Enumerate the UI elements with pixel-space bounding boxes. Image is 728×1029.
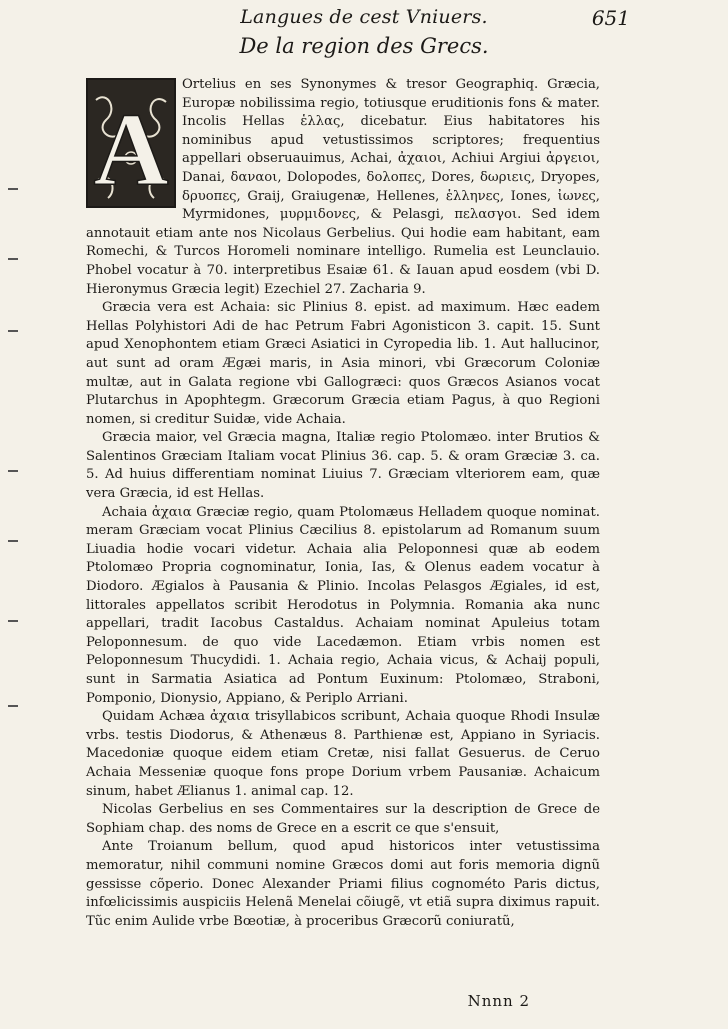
gutter-mark <box>8 620 18 622</box>
gutter-mark <box>8 540 18 542</box>
signature-mark: Nnnn 2 <box>467 992 530 1010</box>
gutter-mark <box>8 188 18 190</box>
paragraph-3: Græcia maior, vel Græcia magna, Italiæ regio Ptolomæo. inter Brutios & Salentinos Græciam Italiam vocat Plinius 36. cap. 5. & oram Græciæ 3. ca. 5. Ad huius differentiam nominat Liuius 7. Græciam vlteriorem eam, quæ vera Græcia, id est Hellas. <box>86 430 600 502</box>
body-text <box>86 76 600 931</box>
section-title: De la region des Grecs. <box>239 34 489 58</box>
gutter-marks <box>0 0 40 1029</box>
gutter-mark <box>8 705 18 707</box>
paragraph-5: Quidam Achæa ἀχαια trisyllabicos scribunt, Achaia quoque Rhodi Insulæ vrbs. testis Diodorus, & Athenæus 8. Parthienæ est, Appiano in Syriacis. Macedoniæ quoque eidem etiam Cretæ, nisi fallat Gesuerus. de Ceruo Achaia Messeniæ quoque fons prope Dorium vrbem Pausaniæ. Achaicum sinum, habet Ælianus 1. animal cap. 12. <box>86 709 600 799</box>
ornamental-initial-a-icon <box>86 78 176 208</box>
paragraph-4: Achaia ἀχαια Græciæ regio, quam Ptolomæus Helladem quoque nominat. meram Græciam vocat Plinius Cæcilius 8. epistolarum ad Romanum suum Liuadia hodie vocari videtur. Achaia alia Peloponnesi quæ ab eodem Ptolomæo Propria cognominatur, Ionia, Ias, & Olenus eadem vocatur à Diodoro. Ægialos à Pausania & Plinio. Incolas Pelasgos Ægiales, id est, littorales appellatos scribit Herodotus in Polymnia. Romania aka nunc appellari, tradit Iacobus Castaldus. Achaiam nominat Apuleius totam Peloponnesum. de quo vide Lacedæmon. Etiam vrbis nomen est Peloponnesum Thucydidi. 1. Achaia regio, Achaia vicus, & Achaij populi, sunt in Sarmatia Asiatica ad Pontum Euxinum: Ptolomæo, Straboni, Pomponio, Dionysio, Appiano, & Periplo Arriani. <box>86 504 600 706</box>
paragraph-1: Ortelius en ses Synonymes & tresor Geographiq. Græcia, Europæ nobilissima regio, totiusque eruditionis fons & mater. Incolis Hellas ἑλλας, dicebatur. Eius habitatores his nominibus apud vetustissimos scriptores; frequentius appellari obseruauimus, Achai, ἀχαιοι, Achiui Argiui ἀργειοι, Danai, δαναοι, Dolopodes, δολοπες, Dores, δωριεις, Dryopes, δρυοπες, Graij, Graiugenæ, Hellenes, ἑλληνες, Iones, ἰωνες, Myrmidones, μυρμιδονες, & Pelasgi, πελασγοι. Sed idem annotauit etiam ante nos Nicolaus Gerbelius. Qui hodie eam habitant, eam Romechi, & Turcos Horomeli nominare intelligo. Rumelia est Leunclauio. Phobel vocatur à 70. interpretibus Esaiæ 61. & Iauan apud eosdem (vbi D. Hieronymus Græcia legit) Ezechiel 27. Zacharia 9. <box>86 77 600 297</box>
running-title: Langues de cest Vniuers. <box>240 6 488 28</box>
gutter-mark <box>8 330 18 332</box>
initial-ornament-icon <box>88 80 174 206</box>
paragraph-6: Nicolas Gerbelius en ses Commentaires sur la description de Grece de Sophiam chap. des noms de Grece en a escrit ce que s'ensuit, <box>86 802 600 836</box>
paragraph-2: Græcia vera est Achaia: sic Plinius 8. epist. ad maximum. Hæc eadem Hellas Polyhistori Adi de hac Petrum Fabri Agonisticon 3. capit. 15. Sunt apud Xenophontem etiam Græci Asiatici in Cyropedia lib. 1. Aut hallucinor, aut sunt ad oram Ægæi maris, in Asia minori, vbi Græcorum Coloniæ multæ, aut in Galata regione vbi Gallogræci: quos Græcos Asianos vocat Plutarchus in Apophtegm. Græcorum Græcia etiam Pagus, à quo Regioni nomen, si creditur Suidæ, vide Achaia. <box>86 300 600 427</box>
page-number: 651 <box>591 6 630 30</box>
paragraph-7: Ante Troianum bellum, quod apud historicos inter vetustissima memoratur, nihil communi nomine Græcos domi aut foris memoria dignũ gessisse cõperio. Donec Alexander Priami filius cognométo Paris dictus, infœlicissimis auspiciis Helenã Menelai cõiugẽ, vt etiã supra diximus rapuit. Tũc enim Aulide vrbe Bœotiæ, à proceribus Græcorũ coniuratũ, <box>86 839 600 929</box>
gutter-mark <box>8 470 18 472</box>
page-header <box>0 6 728 70</box>
gutter-mark <box>8 258 18 260</box>
svg-text:A: A <box>93 92 169 206</box>
